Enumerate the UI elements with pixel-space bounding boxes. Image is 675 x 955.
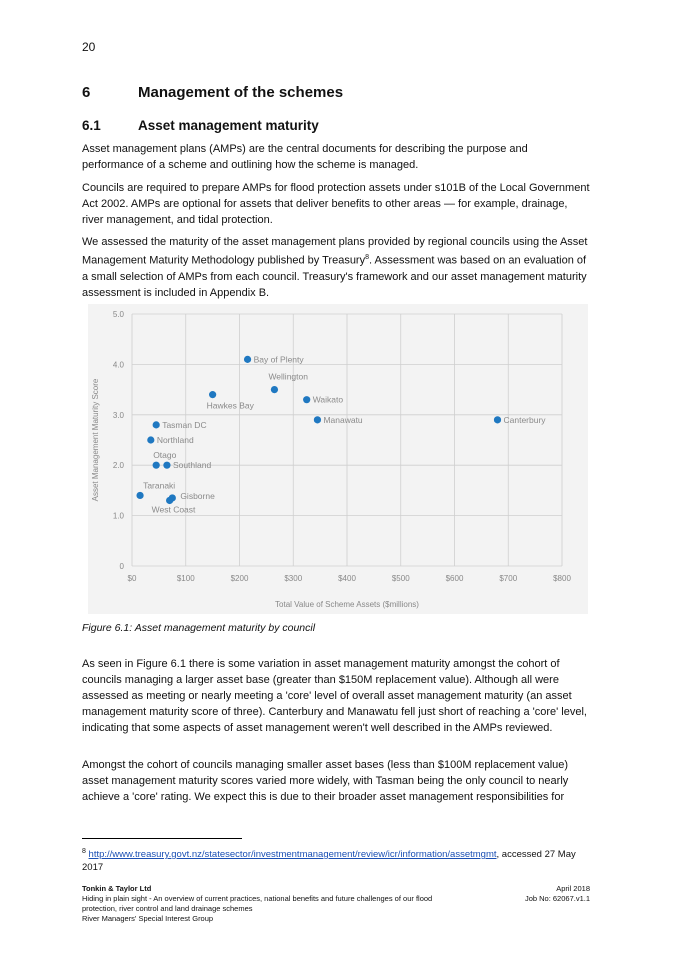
footer-line: River Managers' Special Interest Group (82, 914, 214, 923)
footer-right (490, 884, 590, 904)
y-axis-title: Asset Management Maturity Score (91, 378, 100, 502)
footer-line: Hiding in plain sight - An overview of current practices, national benefits and future challenges of our flood (82, 894, 433, 903)
data-point (163, 462, 170, 469)
footnote-text: , accessed 27 May 2017 (82, 849, 576, 874)
subsection-heading (82, 118, 319, 133)
footer-date: April 2018 (556, 884, 590, 893)
y-tick-label: 5.0 (112, 310, 124, 319)
paragraph (82, 234, 590, 301)
footnote-number: 8 (82, 848, 86, 855)
y-tick-label: 4.0 (112, 360, 124, 370)
data-point (314, 416, 321, 423)
data-point-label: Southland (172, 460, 212, 471)
data-point (153, 462, 160, 469)
data-point-label: Gisborne (180, 490, 215, 501)
x-tick-label: $300 (284, 574, 303, 583)
subsection-title: Asset management maturity (138, 118, 319, 133)
paragraph-text: We assessed the maturity of the asset management plans provided by regional councils using the Asset Management Maturity Methodology published by Treasury (82, 236, 588, 267)
x-axis-title: Total Value of Scheme Assets ($millions) (275, 600, 419, 609)
y-tick-label: 0 (119, 562, 124, 571)
data-point (494, 416, 501, 423)
page-number: 20 (82, 40, 96, 54)
data-point-label: Taranaki (143, 480, 176, 491)
data-point (244, 356, 251, 363)
x-tick-label: $200 (230, 574, 249, 583)
footer-job: Job No: 62067.v1.1 (524, 894, 590, 903)
paragraph: Amongst the cohort of councils managing smaller asset bases (less than $100M replacement value) asset management maturity scores varied more widely, with Tasman being the only council to nearly achieve a 'core' rating. We expect this is due to their broader asset management responsibilities for (82, 759, 569, 803)
y-tick-label: 3.0 (112, 410, 124, 420)
y-tick-label: 1.0 (112, 511, 124, 521)
section-title: Management of the schemes (138, 84, 344, 101)
data-point (166, 497, 173, 504)
x-tick-label: $0 (127, 574, 137, 583)
x-tick-label: $800 (553, 574, 571, 583)
x-tick-label: $500 (391, 574, 410, 583)
data-point (271, 386, 278, 393)
paragraph: Councils are required to prepare AMPs for flood protection assets under s101B of the Local Government Act 2002. AMPs are optional for assets that deliver benefits to other areas — for example, drainage, river management, and tidal protection. (82, 182, 590, 226)
section-number: 6 (82, 84, 91, 101)
footer-left (82, 884, 442, 924)
footer-company: Tonkin & Taylor Ltd (82, 884, 152, 893)
data-point-label: Bay of Plenty (253, 354, 304, 365)
data-point-label: Manawatu (323, 414, 363, 425)
data-point (136, 492, 143, 499)
footnote-reference[interactable]: 8 (365, 254, 370, 261)
data-point-label: Otago (153, 450, 177, 461)
paragraph-text: . Assessment was based on an evaluation of a small selection of AMPs from each council. Treasury's framework and our asset management maturity assessment is included in Appendix B. (82, 254, 587, 299)
data-point-label: Wellington (268, 371, 308, 382)
subsection-number: 6.1 (82, 118, 101, 133)
footnote (82, 845, 590, 874)
data-point-label: Northland (156, 435, 194, 445)
paragraph: Asset management plans (AMPs) are the central documents for describing the purpose and performance of a scheme and outlining how the scheme is managed. (82, 143, 528, 171)
footnote-divider (82, 838, 242, 839)
data-point-label: Hawkes Bay (206, 400, 254, 411)
data-point (147, 436, 154, 443)
data-point-label: Waikato (312, 394, 344, 405)
data-point (153, 421, 160, 428)
footer-line: protection, river control and land drainage schemes (82, 904, 253, 913)
section-heading (82, 84, 343, 101)
data-point-label: Canterbury (503, 414, 546, 425)
scatter-chart (88, 304, 588, 614)
x-tick-label: $600 (445, 574, 464, 583)
y-tick-label: 2.0 (112, 461, 124, 471)
chart (88, 304, 588, 614)
x-tick-label: $400 (338, 574, 356, 583)
x-tick-label: $100 (176, 574, 195, 583)
figure-caption: Figure 6.1: Asset management maturity by council (82, 622, 316, 634)
footnote-link[interactable]: http://www.treasury.govt.nz/statesector/investmentmanagement/review/icr/information/assetmgmt (88, 849, 497, 861)
x-tick-label: $700 (499, 574, 518, 583)
data-point-label: Tasman DC (162, 419, 207, 430)
paragraph: As seen in Figure 6.1 there is some variation in asset management maturity amongst the cohort of councils managing a larger asset base (greater than $150M replacement value). Although all were assessed as meeting or nearly meeting a 'core' level of overall asset management maturity (an asset management maturity score of three). Canterbury and Manawatu fell just short of reaching a 'core' level, indicating that some aspects of asset management weren't well described in the AMPs reviewed. (82, 658, 587, 734)
data-point-label: West Coast (151, 504, 196, 515)
data-point (303, 396, 310, 403)
data-point (209, 391, 216, 398)
